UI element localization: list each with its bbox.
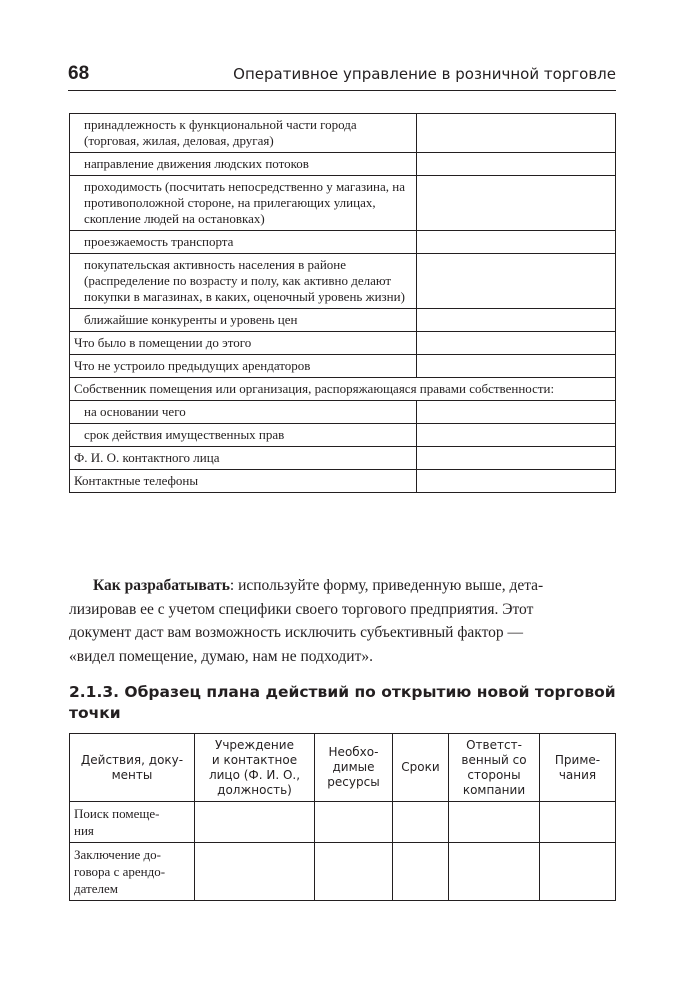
row-value-cell xyxy=(417,447,616,470)
empty-cell xyxy=(540,843,616,901)
row-value-cell xyxy=(417,355,616,378)
empty-cell xyxy=(540,802,616,843)
table-row xyxy=(70,231,616,254)
column-header-resources: Необхо- димые ресурсы xyxy=(315,734,393,802)
row-value-cell xyxy=(417,470,616,493)
heading-line: точки xyxy=(69,704,121,722)
empty-cell xyxy=(449,843,540,901)
row-label: проезжаемость транспорта xyxy=(70,231,417,254)
paragraph-text: : используйте форму, приведенную выше, дета- xyxy=(229,577,544,594)
row-value-cell xyxy=(417,401,616,424)
row-value-cell xyxy=(417,176,616,231)
row-value-cell xyxy=(417,231,616,254)
row-label: Ф. И. О. контактного лица xyxy=(70,447,417,470)
paragraph-line: «видел помещение, думаю, нам не подходит». xyxy=(69,647,373,665)
table-row xyxy=(70,802,616,843)
table-row xyxy=(70,843,616,901)
row-label: проходимость (посчитать непосредственно у магазина, на противоположной стороне, на прилегающих улицах, скопление людей на остановках) xyxy=(70,176,417,231)
table-row xyxy=(70,176,616,231)
action-cell: Поиск помеще- ния xyxy=(70,802,195,843)
table-row xyxy=(70,470,616,493)
row-label: покупательская активность населения в районе (распределение по возрасту и полу, как активно делают покупки в магазинах, в каких, оценочный уровень жизни) xyxy=(70,254,417,309)
running-title: Оперативное управление в розничной торговле xyxy=(233,65,616,83)
empty-cell xyxy=(393,843,449,901)
table-row xyxy=(70,355,616,378)
paragraph-line: лизировав ее с учетом специфики своего торгового предприятия. Этот xyxy=(69,600,534,618)
column-header-institution: Учреждение и контактное лицо (Ф. И. О., должность) xyxy=(195,734,315,802)
empty-cell xyxy=(393,802,449,843)
row-label: Что не устроило предыдущих арендаторов xyxy=(70,355,417,378)
empty-cell xyxy=(195,843,315,901)
row-label: Что было в помещении до этого xyxy=(70,332,417,355)
row-label: направление движения людских потоков xyxy=(70,153,417,176)
body-paragraph xyxy=(69,574,617,668)
heading-line: 2.1.3. Образец плана действий по открытию новой торговой xyxy=(69,683,616,701)
table-row xyxy=(70,153,616,176)
column-header-responsible: Ответст- венный со стороны компании xyxy=(449,734,540,802)
row-value-cell xyxy=(417,424,616,447)
table-header-row xyxy=(70,734,616,802)
column-header-deadlines: Сроки xyxy=(393,734,449,802)
empty-cell xyxy=(315,843,393,901)
paragraph-line xyxy=(69,574,617,598)
table-row xyxy=(70,401,616,424)
premises-checklist-table xyxy=(69,113,616,493)
row-value-cell xyxy=(417,309,616,332)
action-cell: Заключение до- говора с арендо- дателем xyxy=(70,843,195,901)
page-number: 68 xyxy=(68,63,90,84)
table-row xyxy=(70,378,616,401)
table-row xyxy=(70,332,616,355)
paragraph-line: документ даст вам возможность исключить субъективный фактор — xyxy=(69,624,524,641)
table-row xyxy=(70,114,616,153)
table-row xyxy=(70,309,616,332)
section-heading xyxy=(69,682,629,724)
empty-cell xyxy=(449,802,540,843)
column-header-actions: Действия, доку- менты xyxy=(70,734,195,802)
row-label: ближайшие конкуренты и уровень цен xyxy=(70,309,417,332)
row-label: срок действия имущественных прав xyxy=(70,424,417,447)
table-row xyxy=(70,254,616,309)
table-row xyxy=(70,447,616,470)
row-value-cell xyxy=(417,332,616,355)
row-label: принадлежность к функциональной части города (торговая, жилая, деловая, другая) xyxy=(70,114,417,153)
page-header xyxy=(68,62,616,91)
row-value-cell xyxy=(417,254,616,309)
table-row xyxy=(70,424,616,447)
empty-cell xyxy=(315,802,393,843)
row-label: Контактные телефоны xyxy=(70,470,417,493)
action-plan-table xyxy=(69,733,616,901)
row-label: Собственник помещения или организация, распоряжающаяся правами собственности: xyxy=(70,378,616,401)
bold-lead: Как разрабатывать xyxy=(93,577,230,594)
column-header-notes: Приме- чания xyxy=(540,734,616,802)
row-value-cell xyxy=(417,153,616,176)
empty-cell xyxy=(195,802,315,843)
row-label: на основании чего xyxy=(70,401,417,424)
row-value-cell xyxy=(417,114,616,153)
